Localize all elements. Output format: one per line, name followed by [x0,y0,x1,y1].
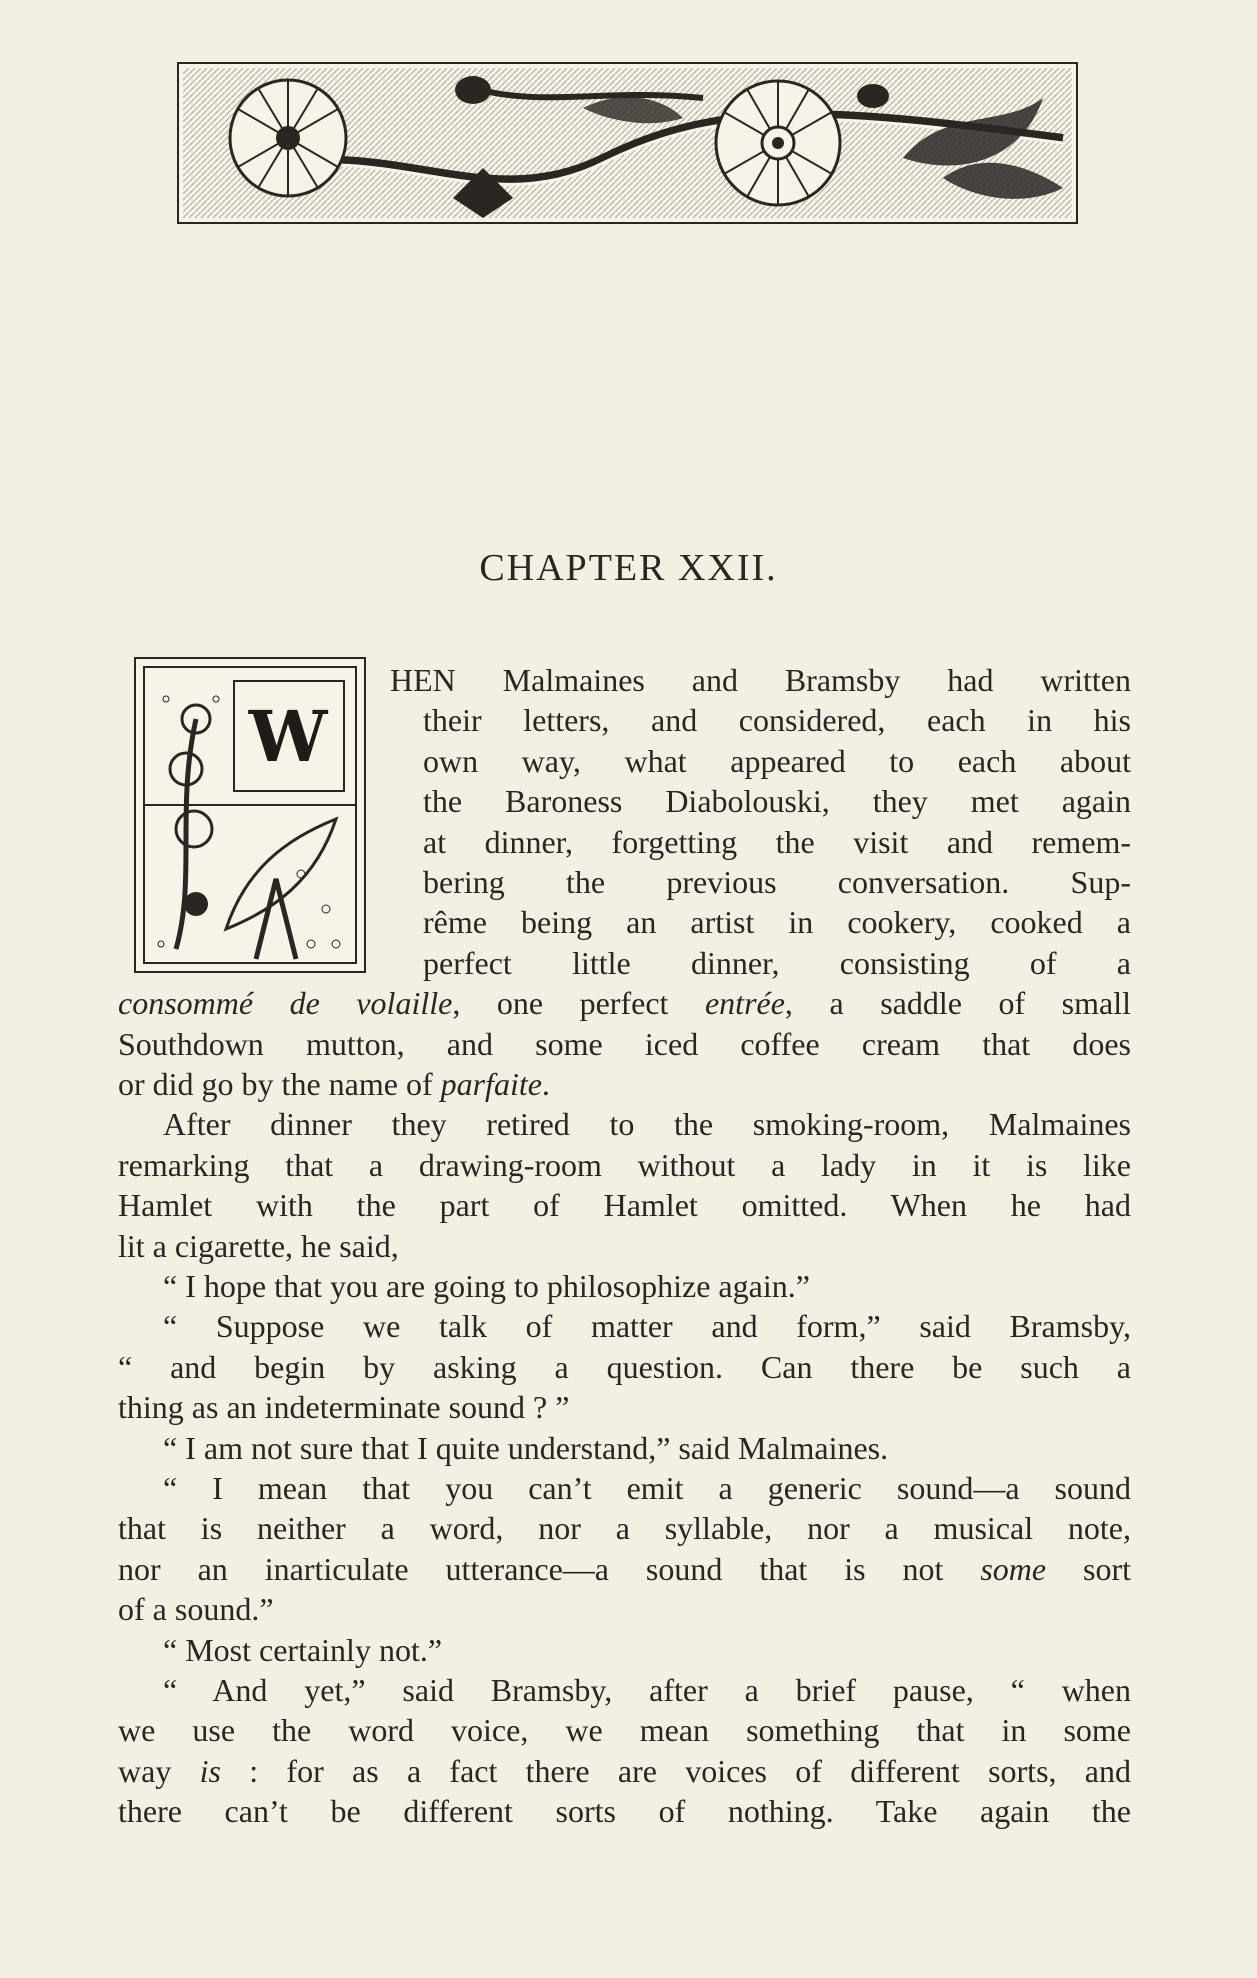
italic-phrase: is [199,1752,221,1789]
text-line: “ Most certainly not.” [163,1631,443,1668]
text-line: the Baroness Diabolouski, they met again [423,783,1131,820]
text-line: we use the word voice, we mean something that in some [118,1712,1131,1749]
text-run: : for as a fact there are voices of different sorts, and [220,1752,1132,1789]
text-line: rême being an artist in cookery, cooked a [423,904,1131,941]
text-run: sort [1046,1550,1132,1587]
text-line: there can’t be different sorts of nothing. Take again the [118,1793,1131,1830]
text-line: “ And yet,” said Bramsby, after a brief pause, “ when [163,1672,1131,1708]
text-line: After dinner they retired to the smoking-room, Malmaines [163,1106,1131,1143]
text-line [118,1549,1131,1589]
italic-phrase: consommé de volaille [118,985,453,1022]
floral-headpiece-ornament [177,62,1078,224]
drop-cap-letter: W [248,695,328,778]
text-line [118,1064,1131,1104]
text-run: , one perfect [452,985,705,1022]
floral-vine-icon [183,68,1072,218]
text-line: their letters, and considered, each in his [423,702,1131,739]
text-line: “ I hope that you are going to philosophize again.” [163,1268,810,1304]
italic-phrase: entrée [704,985,785,1022]
text-line: “ I mean that you can’t emit a generic sound—a sound [163,1470,1131,1506]
text-run: , a saddle of small [784,985,1132,1022]
text-line: “ and begin by asking a question. Can there be such a [118,1348,1131,1385]
text-line: Southdown mutton, and some iced coffee cream that does [118,1025,1131,1062]
text-line: at dinner, forgetting the visit and remem- [423,823,1131,860]
text-run: or did go by the name of [118,1066,441,1102]
text-line: HEN Malmaines and Bramsby had written [390,662,1131,698]
text-line: remarking that a drawing-room without a lady in it is like [118,1146,1131,1183]
text-line: of a sound.” [118,1591,274,1628]
text-line: “ I am not sure that I quite understand,” said Malmaines. [163,1429,889,1466]
text-line: lit a cigarette, he said, [118,1227,399,1264]
chapter-title: CHAPTER XXII. [479,547,778,589]
text-line: bering the previous conversation. Sup- [423,864,1131,900]
text-run: . [541,1066,550,1102]
italic-phrase: parfaite [440,1066,542,1102]
text-line [118,1751,1131,1791]
text-line: thing as an indeterminate sound ? ” [118,1389,570,1426]
text-line [118,983,1131,1023]
text-run: nor an inarticulate utterance—a sound that is not [118,1550,981,1587]
text-run: way [118,1752,200,1789]
text-line: own way, what appeared to each about [423,742,1131,779]
text-line: that is neither a word, nor a syllable, nor a musical note, [118,1510,1131,1547]
text-line: Hamlet with the part of Hamlet omitted. When he had [118,1187,1131,1224]
italic-phrase: some [980,1550,1047,1587]
text-line: “ Suppose we talk of matter and form,” said Bramsby, [163,1308,1131,1345]
text-line: perfect little dinner, consisting of a [423,944,1131,981]
decorated-initial [134,657,366,973]
